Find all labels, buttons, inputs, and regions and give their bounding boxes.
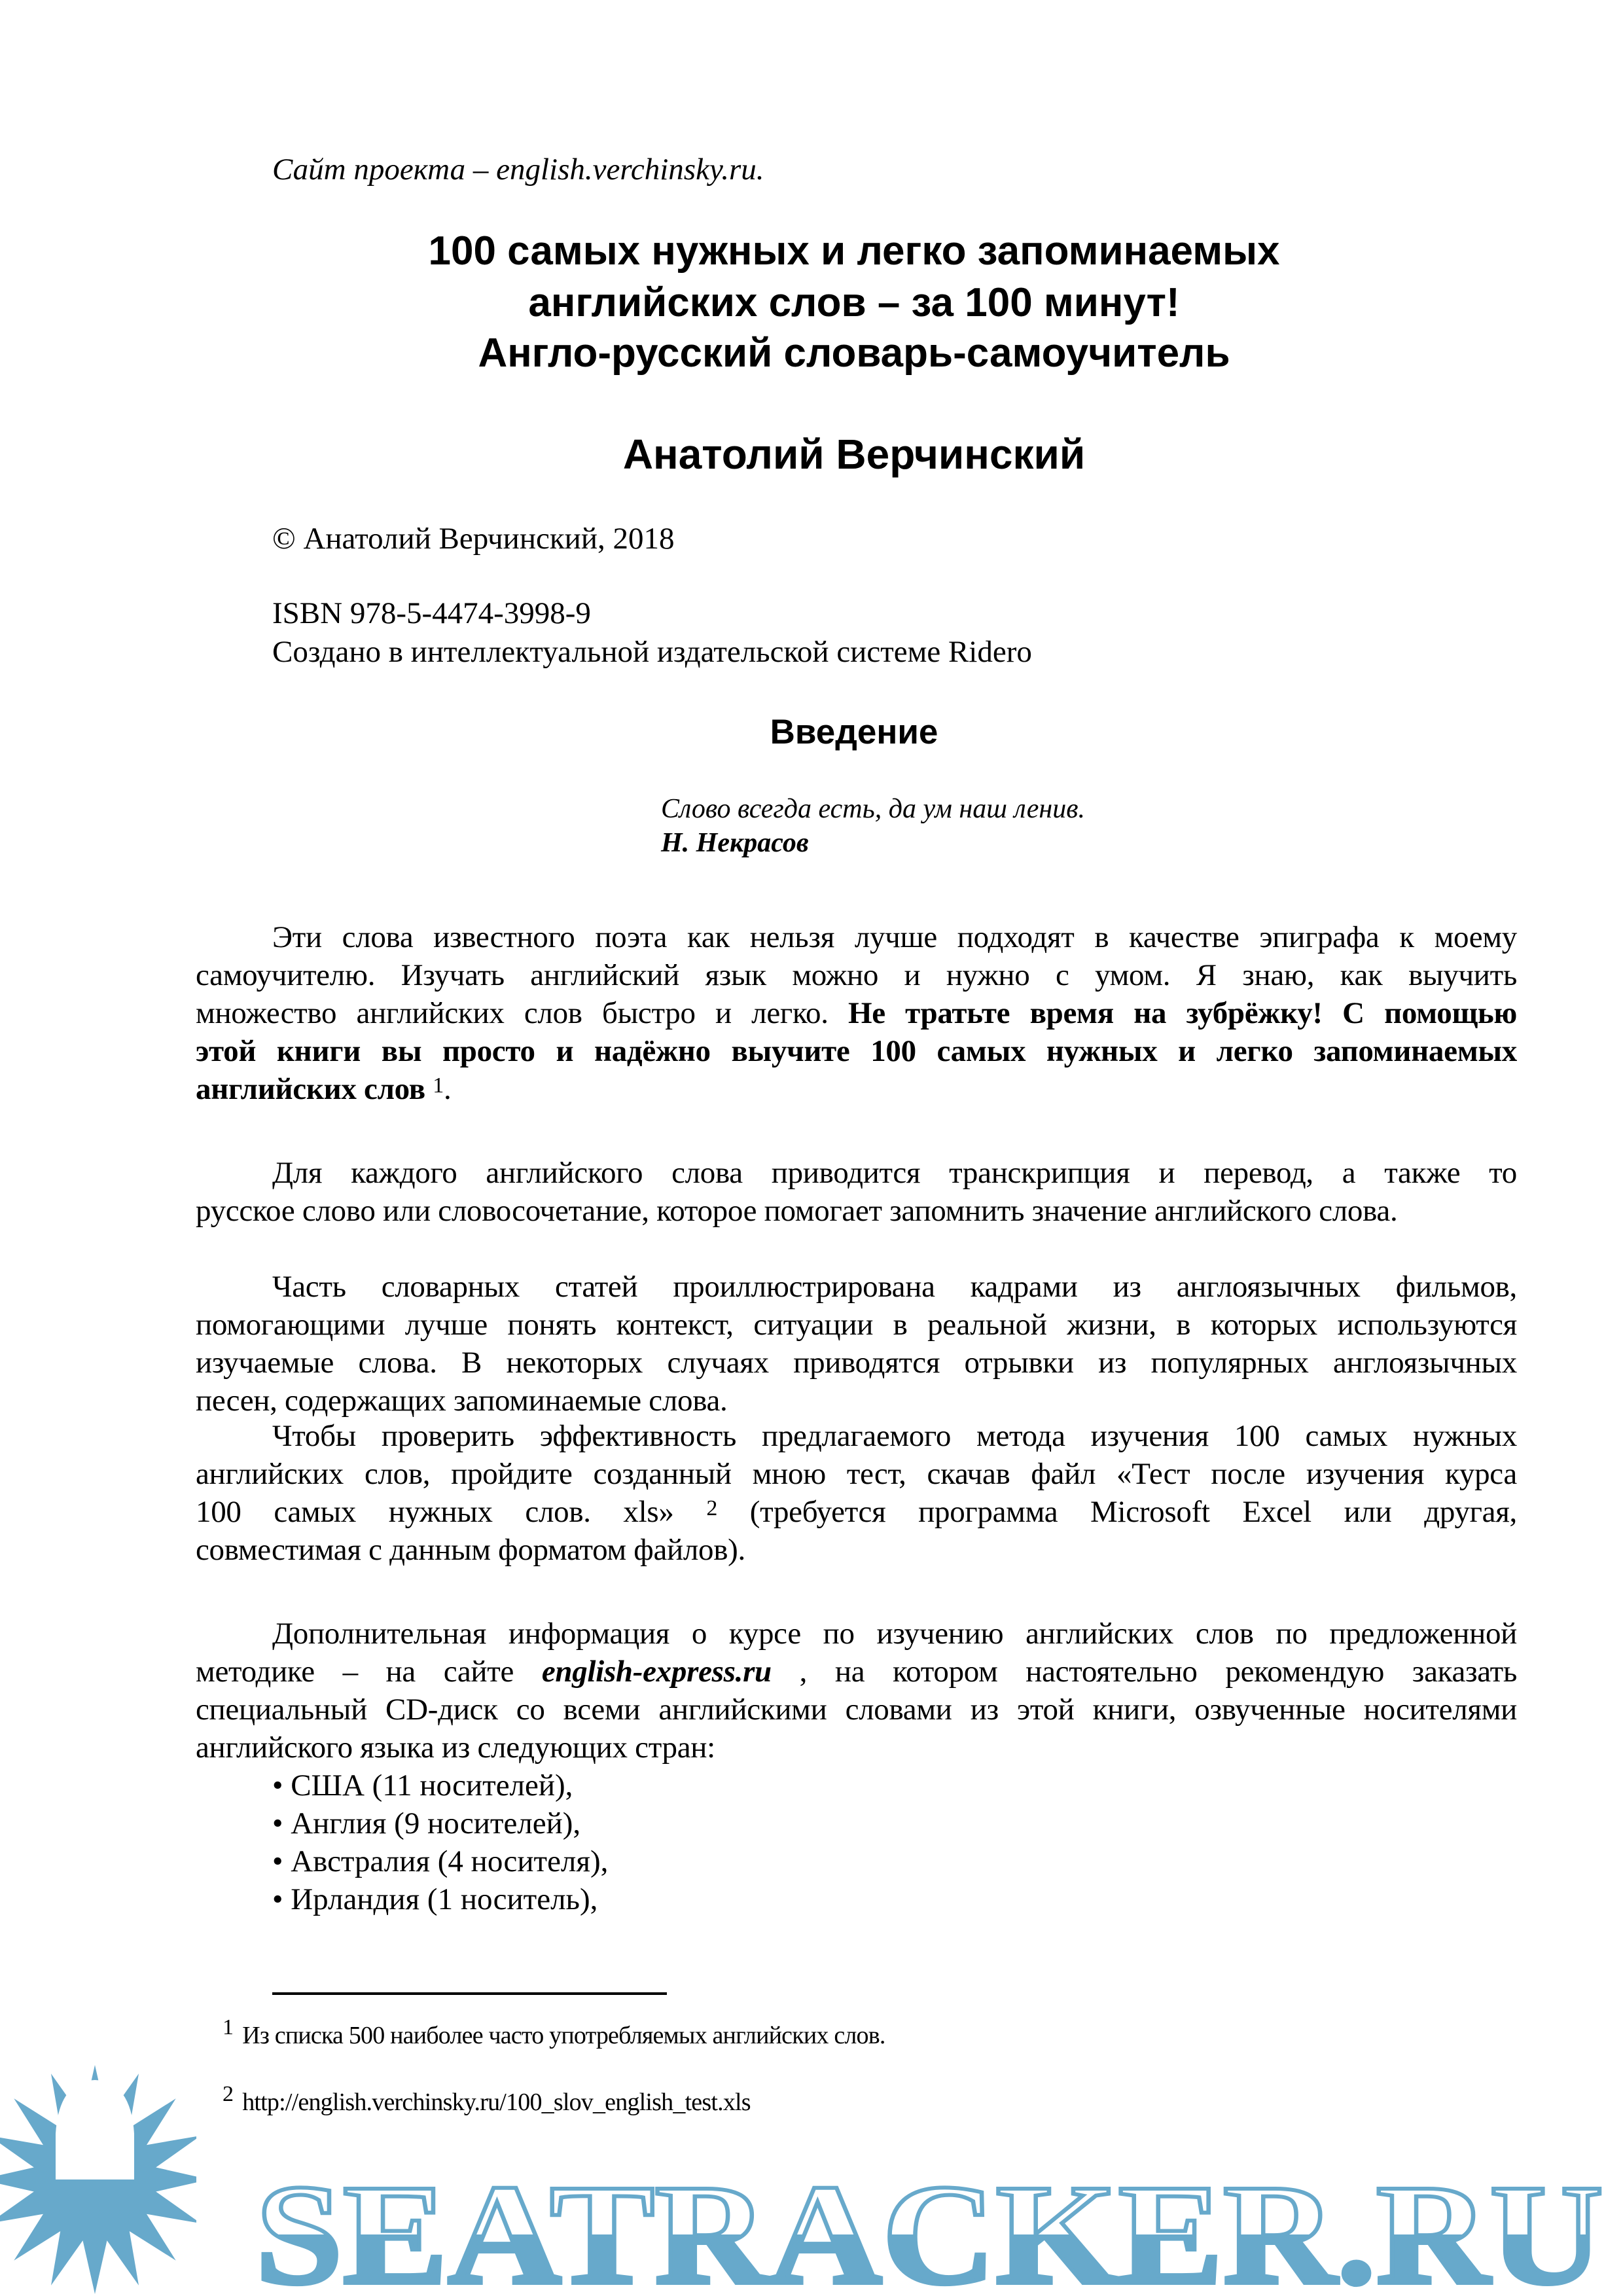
country-list-item: • Австралия (4 носителя), [272, 1844, 609, 1878]
footnote-text: Из списка 500 наиболее часто употребляемых английских слов. [242, 2022, 885, 2049]
footnote-link[interactable]: http://english.verchinsky.ru/100_slov_english_test.xls [242, 2089, 751, 2116]
country-list-item: • Англия (9 носителей), [272, 1806, 581, 1840]
paragraph-2-line [272, 1154, 1517, 1192]
text-run: , на котором настоятельно рекомендую заказать [771, 1655, 1518, 1689]
text-run: 100 самых нужных слов. xls» [196, 1495, 707, 1529]
paragraph-4-line [196, 1531, 1517, 1569]
footnote-separator [272, 1992, 667, 1995]
text-run: русское слово или словосочетание, которое помогает запомнить значение английского слова. [196, 1194, 1398, 1228]
epigraph-quote: Слово всегда есть, да ум наш ленив. [661, 794, 1085, 824]
book-title-line-3: Англо-русский словарь-самоучитель [478, 331, 1230, 376]
text-run: самоучителю. Изучать английский язык можно и нужно с умом. Я знаю, как выучить [196, 958, 1517, 992]
text-run: . [443, 1072, 452, 1106]
country-list-item: • Ирландия (1 носитель), [272, 1882, 598, 1916]
text-run: методике – на сайте [196, 1655, 542, 1689]
paragraph-1-line [272, 918, 1517, 956]
text-run: специальный CD-диск со всеми английскими словами из этой книги, озвученные носителями [196, 1693, 1517, 1727]
footnote-number: 1 [223, 2015, 234, 2039]
footnote-2 [223, 2082, 751, 2118]
paragraph-4-line [272, 1417, 1517, 1455]
paragraph-1-line [196, 956, 1517, 994]
footnote-number: 2 [223, 2082, 234, 2106]
text-run: Эти слова известного поэта как нельзя лучше подходят в качестве эпиграфа к моему [272, 920, 1517, 954]
publisher-line: Создано в интеллектуальной издательской системе Ridero [272, 635, 1032, 669]
paragraph-3-line [196, 1344, 1517, 1382]
text-run: английских слов, пройдите созданный мною тест, скачав файл «Тест после изучения курса [196, 1457, 1517, 1491]
paragraph-4-line [196, 1455, 1517, 1493]
epigraph-source: Н. Некрасов [661, 828, 809, 858]
paragraph-1-line [196, 1070, 1517, 1108]
paragraph-3-line [196, 1382, 1517, 1420]
text-run: помогающими лучше понять контекст, ситуации в реальной жизни, в которых используются [196, 1308, 1517, 1342]
footnote-ref[interactable]: 1 [433, 1073, 444, 1098]
seatracker-watermark [236, 2135, 1623, 2296]
country-list-item: • США (11 носителей), [272, 1768, 573, 1803]
site-link[interactable]: english-express.ru [541, 1655, 772, 1689]
paragraph-4-line [196, 1493, 1517, 1531]
paragraph-3-line [272, 1268, 1517, 1306]
section-title: Введение [770, 713, 938, 751]
paragraph-3-line [196, 1306, 1517, 1344]
text-run: Дополнительная информация о курсе по изучению английских слов по предложенной [272, 1617, 1517, 1651]
footnote-1 [223, 2015, 885, 2051]
paragraph-1-line [196, 1032, 1517, 1070]
text-run: (требуется программа Microsoft Excel или другая, [717, 1495, 1517, 1529]
watermark-text: SEATRACKER.RU [255, 2155, 1603, 2296]
footnote-ref[interactable]: 2 [706, 1496, 718, 1520]
text-run: изучаемые слова. В некоторых случаях приводятся отрывки из популярных англоязычных [196, 1346, 1517, 1380]
text-run: Часть словарных статей проиллюстрирована кадрами из англоязычных фильмов, [272, 1270, 1517, 1304]
paragraph-1-line [196, 994, 1517, 1032]
project-site-line: Сайт проекта – english.verchinsky.ru. [272, 152, 764, 187]
text-run: этой книги вы просто и надёжно выучите 100 самых нужных и легко запоминаемых [196, 1034, 1517, 1068]
author-name: Анатолий Верчинский [622, 431, 1086, 478]
sun-logo-icon [0, 2062, 196, 2296]
isbn: ISBN 978-5-4474-3998-9 [272, 596, 591, 630]
paragraph-5-line [196, 1691, 1517, 1729]
text-run: песен, содержащих запоминаемые слова. [196, 1384, 728, 1418]
copyright: © Анатолий Верчинский, 2018 [272, 522, 675, 556]
paragraph-2-line [196, 1192, 1517, 1230]
text-run: Для каждого английского слова приводится транскрипция и перевод, а также то [272, 1156, 1517, 1190]
text-run: английских слов [196, 1072, 433, 1106]
text-run: Не тратьте время на зубрёжку! С помощью [848, 996, 1517, 1030]
text-run: английского языка из следующих стран: [196, 1731, 715, 1765]
book-title-line-2: английских слов – за 100 минут! [528, 280, 1180, 325]
paragraph-5-line [196, 1729, 1517, 1767]
paragraph-5-line [272, 1615, 1517, 1653]
text-run: множество английских слов быстро и легко. [196, 996, 848, 1030]
text-run: совместимая с данным форматом файлов). [196, 1533, 745, 1567]
paragraph-5-line [196, 1653, 1517, 1691]
book-title-line-1: 100 самых нужных и легко запоминаемых [428, 228, 1280, 274]
text-run: Чтобы проверить эффективность предлагаемого метода изучения 100 самых нужных [272, 1419, 1517, 1453]
